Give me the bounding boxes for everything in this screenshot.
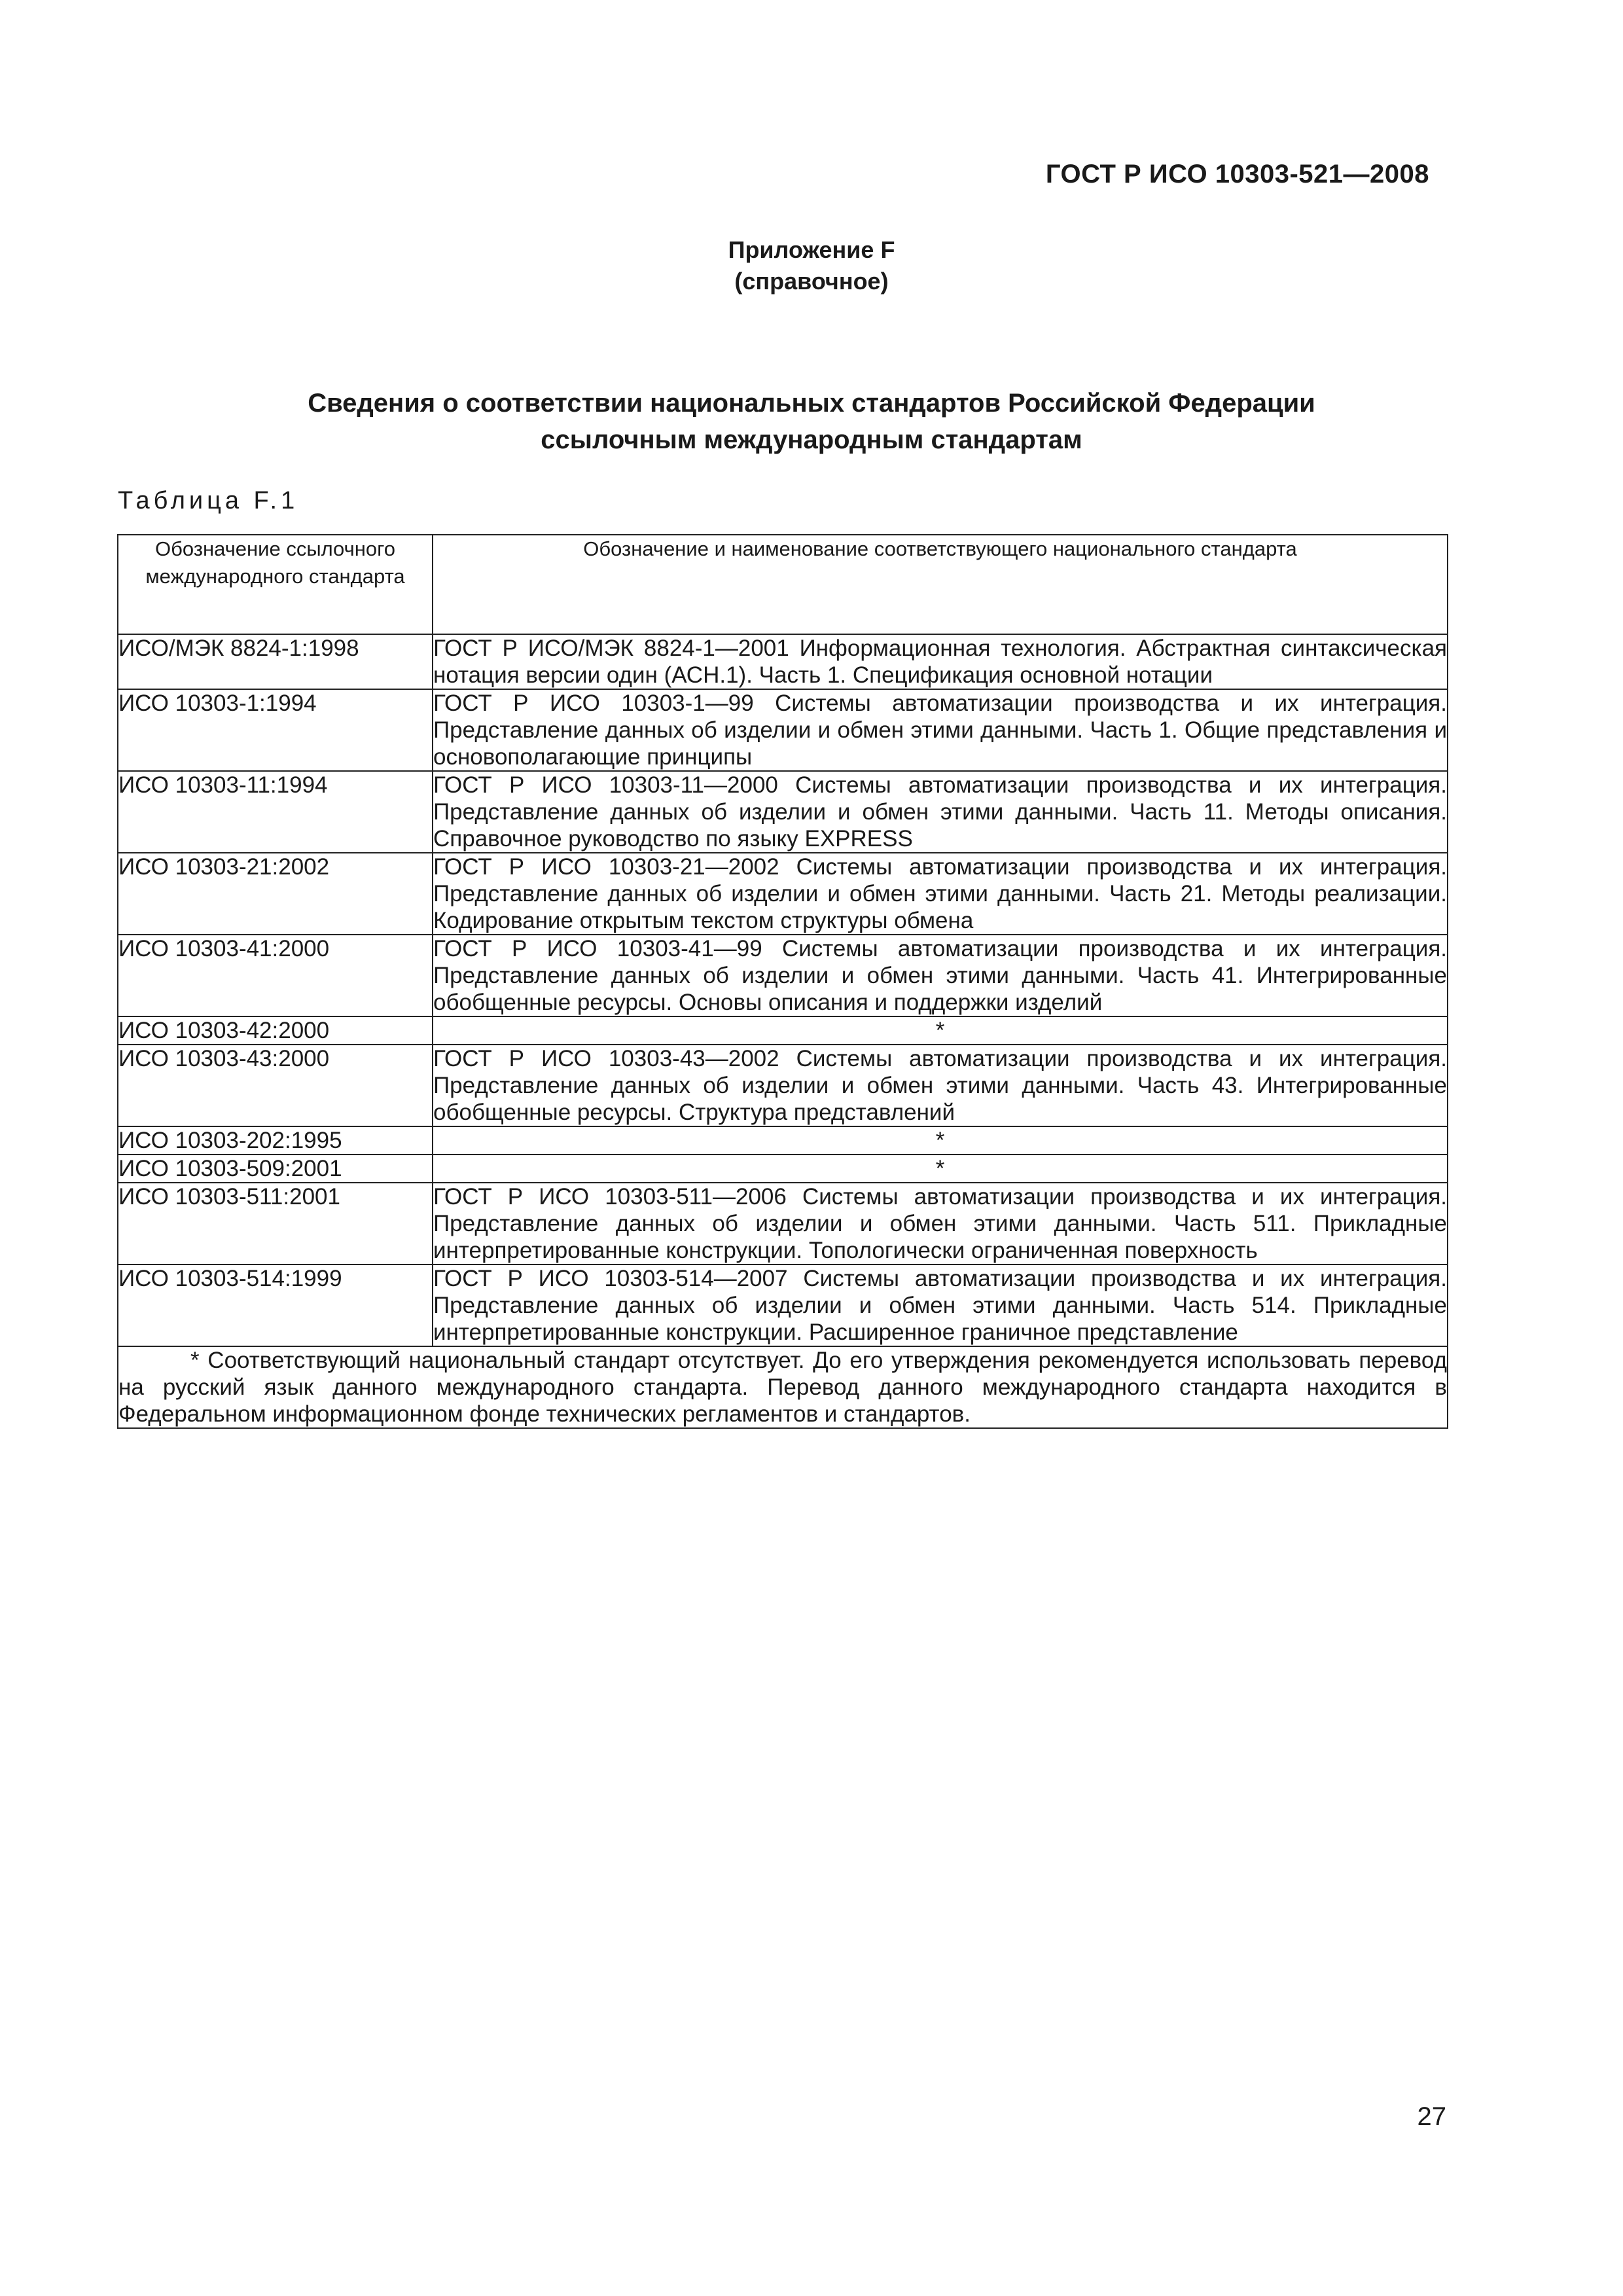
no-national-standard-mark: * [433, 1016, 1448, 1045]
international-standard-code: ИСО 10303-509:2001 [118, 1155, 433, 1183]
table-row [118, 1045, 1448, 1126]
table-row [118, 935, 1448, 1016]
section-title-line-2: ссылочным международным стандартам [541, 425, 1082, 454]
table-row [118, 1265, 1448, 1346]
table-row [118, 1155, 1448, 1183]
international-standard-code: ИСО 10303-202:1995 [118, 1126, 433, 1155]
table-caption: Таблица F.1 [118, 487, 299, 514]
table-footnote-row [118, 1346, 1448, 1428]
international-standard-code: ИСО 10303-41:2000 [118, 935, 433, 1016]
header-national-standard: Обозначение и наименование соответствующего национального стандарта [433, 535, 1448, 634]
national-standard-name: ГОСТ Р ИСО/МЭК 8824-1—2001 Информационная технология. Абстрактная синтаксическая нотация версии один (АСН.1). Часть 1. Спецификация основной нотации [433, 636, 1447, 688]
national-standard-name: ГОСТ Р ИСО 10303-11—2000 Системы автоматизации производства и их интеграция. Представление данных об изделии и обмен этими данными. Часть 11. Методы описания. Справочное руководство по языку EXPRESS [433, 772, 1447, 852]
annex-label: Приложение F [728, 236, 895, 263]
international-standard-code: ИСО 10303-1:1994 [118, 689, 433, 771]
national-standard-name: ГОСТ Р ИСО 10303-43—2002 Системы автоматизации производства и их интеграция. Представление данных об изделии и обмен этими данными. Часть 43. Интегрированные обобщенные ресурсы. Структура представлений [433, 1046, 1447, 1125]
table-row [118, 1016, 1448, 1045]
table-header-row [118, 535, 1448, 634]
annex-type: (справочное) [734, 268, 889, 295]
annex-heading [0, 234, 1623, 297]
international-standard-code: ИСО 10303-511:2001 [118, 1183, 433, 1265]
section-title-line-1: Сведения о соответствии национальных стандартов Российской Федерации [308, 389, 1315, 418]
international-standard-code: ИСО 10303-21:2002 [118, 853, 433, 935]
international-standard-code: ИСО 10303-42:2000 [118, 1016, 433, 1045]
national-standard-name: ГОСТ Р ИСО 10303-514—2007 Системы автоматизации производства и их интеграция. Представление данных об изделии и обмен этими данными. Часть 514. Прикладные интерпретированные конструкции. Расширенное граничное представление [433, 1266, 1447, 1345]
no-national-standard-mark: * [433, 1126, 1448, 1155]
header-international-standard: Обозначение ссылочного международного стандарта [118, 535, 433, 634]
correspondence-table [117, 534, 1448, 1429]
section-title [0, 385, 1623, 458]
table-footnote: * Соответствующий национальный стандарт отсутствует. До его утверждения рекомендуется использовать перевод на русский язык данного международного стандарта. Перевод данного международного стандарта находится в Федеральном информационном фонде технических регламентов и стандартов. [118, 1348, 1447, 1427]
table-row [118, 689, 1448, 771]
document-designation: ГОСТ Р ИСО 10303-521—2008 [1045, 160, 1429, 188]
international-standard-code: ИСО 10303-11:1994 [118, 771, 433, 853]
international-standard-code: ИСО 10303-43:2000 [118, 1045, 433, 1126]
international-standard-code: ИСО 10303-514:1999 [118, 1265, 433, 1346]
page-number: 27 [1417, 2102, 1446, 2131]
table-row [118, 771, 1448, 853]
table-row [118, 853, 1448, 935]
national-standard-name: ГОСТ Р ИСО 10303-21—2002 Системы автоматизации производства и их интеграция. Представление данных об изделии и обмен этими данными. Часть 21. Методы реализации. Кодирование открытым текстом структуры обмена [433, 854, 1447, 933]
national-standard-name: ГОСТ Р ИСО 10303-1—99 Системы автоматизации производства и их интеграция. Представление данных об изделии и обмен этими данными. Часть 1. Общие представления и основополагающие принципы [433, 691, 1447, 770]
table-row [118, 1183, 1448, 1265]
national-standard-name: ГОСТ Р ИСО 10303-511—2006 Системы автоматизации производства и их интеграция. Представление данных об изделии и обмен этими данными. Часть 511. Прикладные интерпретированные конструкции. Топологически ограниченная поверхность [433, 1184, 1447, 1263]
table-row [118, 1126, 1448, 1155]
national-standard-name: ГОСТ Р ИСО 10303-41—99 Системы автоматизации производства и их интеграция. Представление данных об изделии и обмен этими данными. Часть 41. Интегрированные обобщенные ресурсы. Основы описания и поддержки изделий [433, 936, 1447, 1015]
no-national-standard-mark: * [433, 1155, 1448, 1183]
table-row [118, 634, 1448, 689]
international-standard-code: ИСО/МЭК 8824-1:1998 [118, 634, 433, 689]
